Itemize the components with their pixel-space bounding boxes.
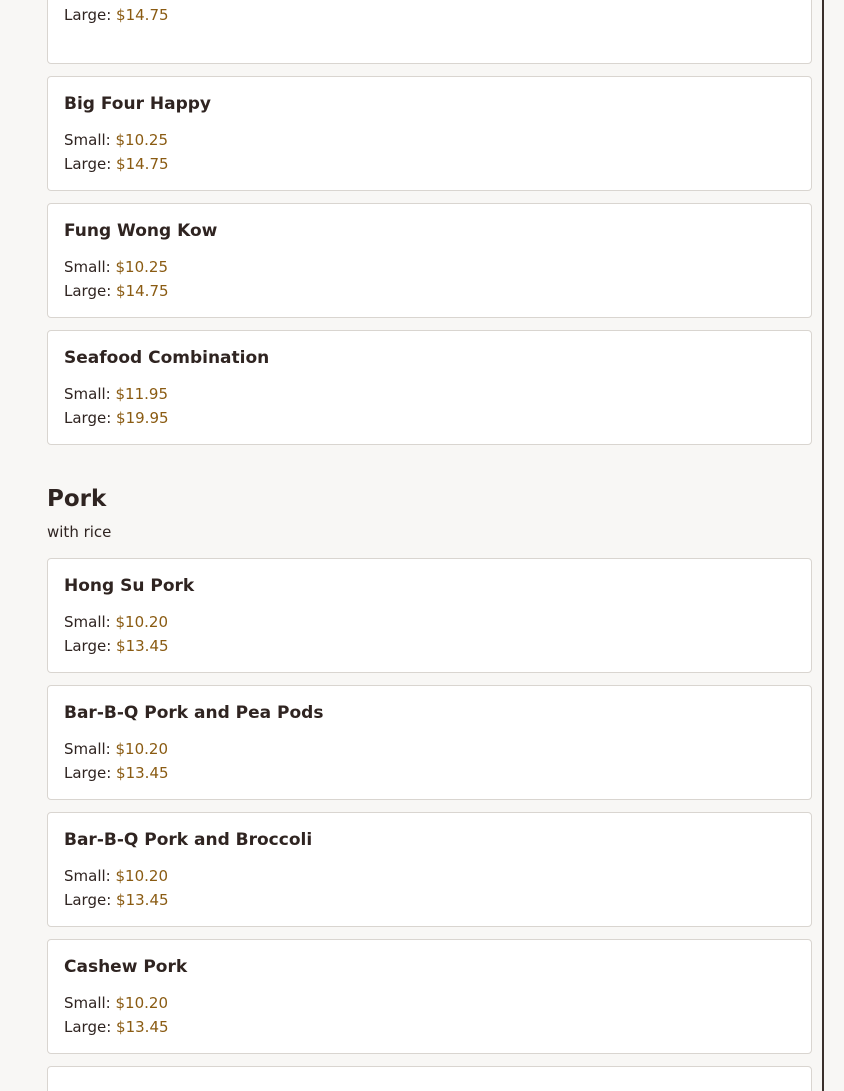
menu-item-name: Seafood Combination xyxy=(64,348,270,368)
small-price-row xyxy=(64,991,795,1015)
menu-item-card xyxy=(47,685,812,800)
menu-item-name: Fung Wong Kow xyxy=(64,221,218,241)
large-price: $14.75 xyxy=(116,155,169,173)
small-price: $10.20 xyxy=(115,994,168,1012)
menu-item-name: Bar-B-Q Pork and Broccoli xyxy=(64,830,313,850)
large-price-row xyxy=(64,888,795,912)
small-label: Small: xyxy=(64,740,111,758)
menu-item-name: Cashew Pork xyxy=(64,957,188,977)
large-price-row xyxy=(64,761,795,785)
small-price: $10.25 xyxy=(115,131,168,149)
large-price: $19.95 xyxy=(116,409,169,427)
large-label: Large: xyxy=(64,155,112,173)
large-price: $13.45 xyxy=(116,764,169,782)
section-header-pork xyxy=(47,485,812,542)
large-price: $13.45 xyxy=(116,1018,169,1036)
large-label: Large: xyxy=(64,1018,112,1036)
small-price-row xyxy=(64,128,795,152)
large-label: Large: xyxy=(64,6,112,24)
large-price: $14.75 xyxy=(116,282,169,300)
small-price: $10.25 xyxy=(115,258,168,276)
menu-item-name: Big Four Happy xyxy=(64,94,211,114)
menu-item-card xyxy=(47,203,812,318)
large-label: Large: xyxy=(64,637,112,655)
large-price: $13.45 xyxy=(116,637,169,655)
large-price: $14.75 xyxy=(116,6,169,24)
small-price: $10.20 xyxy=(115,740,168,758)
section-title: Pork xyxy=(47,486,107,512)
menu-item-card-partial xyxy=(47,1066,812,1091)
menu-item-card xyxy=(47,76,812,191)
large-price: $13.45 xyxy=(116,891,169,909)
menu-item-name: Bar-B-Q Pork and Pea Pods xyxy=(64,703,324,723)
section-subtitle: with rice xyxy=(47,523,112,541)
small-label: Small: xyxy=(64,131,111,149)
small-price-row xyxy=(64,737,795,761)
small-price-row xyxy=(64,864,795,888)
menu-item-card xyxy=(47,939,812,1054)
menu-content xyxy=(47,0,812,1091)
large-label: Large: xyxy=(64,891,112,909)
large-price-row xyxy=(64,634,795,658)
menu-item-card xyxy=(47,558,812,673)
page-edge-divider xyxy=(822,0,824,1091)
small-label: Small: xyxy=(64,867,111,885)
large-label: Large: xyxy=(64,764,112,782)
small-price: $10.20 xyxy=(115,867,168,885)
menu-item-card xyxy=(47,812,812,927)
small-label: Small: xyxy=(64,994,111,1012)
menu-item-card xyxy=(47,0,812,64)
large-price-row xyxy=(64,279,795,303)
large-label: Large: xyxy=(64,409,112,427)
small-label: Small: xyxy=(64,385,111,403)
small-price-row xyxy=(64,255,795,279)
large-price-row xyxy=(64,406,795,430)
large-price-row xyxy=(64,152,795,176)
menu-item-card xyxy=(47,330,812,445)
large-label: Large: xyxy=(64,282,112,300)
small-price-row xyxy=(64,610,795,634)
large-price-row xyxy=(64,1015,795,1039)
small-label: Small: xyxy=(64,613,111,631)
large-price-row xyxy=(64,3,795,27)
small-price: $10.20 xyxy=(115,613,168,631)
small-price: $11.95 xyxy=(115,385,168,403)
menu-item-name: Hong Su Pork xyxy=(64,576,195,596)
small-price-row xyxy=(64,382,795,406)
small-label: Small: xyxy=(64,258,111,276)
